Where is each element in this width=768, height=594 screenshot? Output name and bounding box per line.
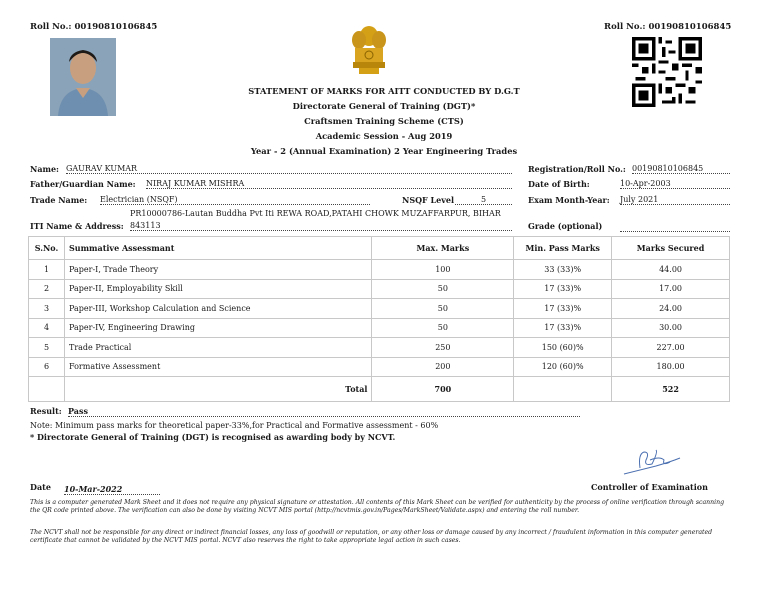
cell-min: 17 (33)% <box>514 318 612 338</box>
cell-sno: 4 <box>29 318 65 338</box>
total-marks-secured: 522 <box>612 377 730 402</box>
academic-session: Academic Session - Aug 2019 <box>315 131 453 141</box>
grade-label: Grade (optional) <box>528 221 603 231</box>
marks-table <box>28 236 730 402</box>
controller-title: Controller of Examination <box>591 482 708 492</box>
cell-assessment: Paper-I, Trade Theory <box>64 260 371 280</box>
trade-label: Trade Name: <box>30 195 88 205</box>
table-row <box>29 357 730 377</box>
father-label: Father/Guardian Name: <box>30 179 136 189</box>
iti-address-line2: 843113 <box>130 221 512 231</box>
cell-max: 50 <box>372 318 514 338</box>
registration-number: 00190810106845 <box>632 164 730 174</box>
cell-sno: 6 <box>29 357 65 377</box>
cell-sno: 1 <box>29 260 65 280</box>
cell-secured: 24.00 <box>612 299 730 319</box>
controller-signature <box>620 446 684 484</box>
cell-secured: 44.00 <box>612 260 730 280</box>
cell-assessment: Paper-II, Employability Skill <box>64 279 371 299</box>
pass-marks-note: Note: Minimum pass marks for theoretical paper-33%,for Practical and Formative assessment - 60% <box>30 421 439 430</box>
table-row <box>29 279 730 299</box>
total-row <box>29 377 730 402</box>
cell-max: 250 <box>372 338 514 358</box>
result-value: Pass <box>68 406 580 417</box>
cell-assessment: Trade Practical <box>64 338 371 358</box>
cell-sno: 3 <box>29 299 65 319</box>
issue-date: 10-Mar-2022 <box>64 484 160 495</box>
cell-assessment: Paper-III, Workshop Calculation and Science <box>64 299 371 319</box>
cell-min: 17 (33)% <box>514 299 612 319</box>
org-name: Directorate General of Training (DGT)* <box>292 101 476 111</box>
result-label: Result: <box>30 406 62 416</box>
candidate-name: GAURAV KUMAR <box>66 164 512 174</box>
cell-max: 50 <box>372 299 514 319</box>
cell-assessment: Paper-IV, Engineering Drawing <box>64 318 371 338</box>
total-label: Total <box>64 377 371 402</box>
cell-sno: 5 <box>29 338 65 358</box>
table-row <box>29 299 730 319</box>
table-header-row <box>29 237 730 260</box>
cell-max: 100 <box>372 260 514 280</box>
cell-assessment: Formative Assessment <box>64 357 371 377</box>
header-sno: S.No. <box>29 237 65 260</box>
date-of-birth: 10-Apr-2003 <box>620 179 730 189</box>
national-emblem <box>345 22 393 82</box>
nsqf-level: 5 <box>455 195 512 205</box>
table-row <box>29 260 730 280</box>
father-name: NIRAJ KUMAR MISHRA <box>146 179 512 189</box>
roll-number-right: Roll No.: 00190810106845 <box>604 22 732 32</box>
header-marks-secured: Marks Secured <box>612 237 730 260</box>
table-row <box>29 338 730 358</box>
iti-label: ITI Name & Address: <box>30 221 124 231</box>
cell-blank <box>29 377 65 402</box>
qr-code <box>632 37 702 107</box>
iti-address-line1: PR10000786-Lautan Buddha Pvt Iti REWA ROAD,PATAHI CHOWK MUZAFFARPUR, BIHAR <box>130 209 501 218</box>
cell-min: 150 (60)% <box>514 338 612 358</box>
cell-secured: 180.00 <box>612 357 730 377</box>
roll-number-left: Roll No.: 00190810106845 <box>30 22 158 32</box>
name-label: Name: <box>30 164 60 174</box>
cell-blank <box>514 377 612 402</box>
trade-name: Electrician (NSQF) <box>100 195 370 205</box>
candidate-photo <box>50 38 116 116</box>
date-label: Date <box>30 482 51 492</box>
cell-min: 33 (33)% <box>514 260 612 280</box>
cell-max: 200 <box>372 357 514 377</box>
cell-min: 120 (60)% <box>514 357 612 377</box>
table-row <box>29 318 730 338</box>
nsqf-label: NSQF Level <box>402 195 455 205</box>
liability-disclaimer: The NCVT shall not be responsible for any direct or indirect financial losses, any loss of goodwill or reputation, or any other loss or damage caused by any incorrect / fraudulent information in this computer generated certificate that cannot be validated by the NCVT MIS portal. NCVT also reserves the right to take appropriate legal action in such cases. <box>30 529 713 545</box>
exam-month-label: Exam Month-Year: <box>528 195 610 205</box>
scheme-name: Craftsmen Training Scheme (CTS) <box>304 116 464 126</box>
verification-disclaimer: This is a computer generated Mark Sheet and it does not require any physical signature or attestation. All contents of this Mark Sheet can be verified for authenticity by the process of online verification through scanning the QR code printed above. The verification can also be done by visiting NCVT MIS portal (http://ncvtmis.gov.in/Pages/MarkSheet/Validate.aspx) and entering the roll number. <box>30 499 725 515</box>
cell-secured: 17.00 <box>612 279 730 299</box>
cell-secured: 30.00 <box>612 318 730 338</box>
cell-max: 50 <box>372 279 514 299</box>
dob-label: Date of Birth: <box>528 179 590 189</box>
cell-min: 17 (33)% <box>514 279 612 299</box>
exam-year: Year - 2 (Annual Examination) 2 Year Engineering Trades <box>250 146 518 156</box>
document-title: STATEMENT OF MARKS FOR AITT CONDUCTED BY D.G.T <box>248 86 520 96</box>
exam-month-year: July 2021 <box>620 195 730 205</box>
total-max-marks: 700 <box>372 377 514 402</box>
header-assessment: Summative Assessmant <box>64 237 371 260</box>
registration-label: Registration/Roll No.: <box>528 164 626 174</box>
dgt-note: * Directorate General of Training (DGT) is recognised as awarding body by NCVT. <box>30 432 396 442</box>
header-max-marks: Max. Marks <box>372 237 514 260</box>
cell-sno: 2 <box>29 279 65 299</box>
grade-value <box>620 221 730 232</box>
header-min-pass: Min. Pass Marks <box>514 237 612 260</box>
cell-secured: 227.00 <box>612 338 730 358</box>
